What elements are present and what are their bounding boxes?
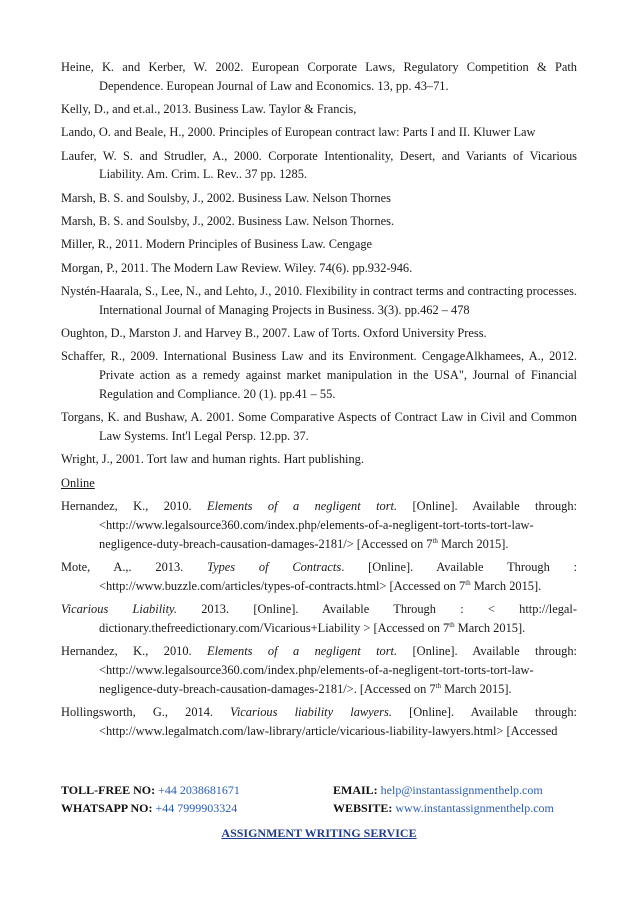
- online-heading: Online: [61, 475, 95, 490]
- online-reference-entry: [61, 600, 577, 638]
- email-link[interactable]: help@instantassignmenthelp.com: [380, 783, 543, 797]
- ref-date: March 2015].: [470, 578, 542, 593]
- website-contact: [333, 799, 554, 817]
- reference-entry: Schaffer, R., 2009. International Business Law and its Environment. CengageAlkhamees, A., 2012. Private action as a remedy against market manipulation in the USA", Journal of Financial Regulation and Compliance. 20 (1). pp.41 – 55.: [61, 349, 577, 401]
- whatsapp-number[interactable]: +44 7999903324: [155, 801, 238, 815]
- ref-title: Elements of a negligent tort.: [207, 644, 398, 659]
- reference-entry: Laufer, W. S. and Strudler, A., 2000. Corporate Intentionality, Desert, and Variants of Vicarious Liability. Am. Crim. L. Rev.. 37 pp. 1285.: [61, 148, 577, 182]
- online-reference-entry: [61, 558, 577, 596]
- ref-author: Mote, A.,. 2013.: [61, 559, 208, 574]
- reference-list: [61, 58, 577, 745]
- email-label: EMAIL:: [333, 783, 378, 797]
- ref-source: [Online]. Available through: <http://www.legalsource360.com/index.php/elements-of-a-negligent-tort-torts-tort-law-negligence-duty-breach-causation-damages-2181/> [Accessed on 7: [99, 498, 577, 551]
- reference-entry: Nystén-Haarala, S., Lee, N., and Lehto, J., 2010. Flexibility in contract terms and contracting processes. International Journal of Managing Projects in Business. 3(3). pp.462 – 478: [61, 283, 577, 317]
- ref-author: Hernandez, K., 2010.: [61, 644, 208, 659]
- reference-entry: Marsh, B. S. and Soulsby, J., 2002. Business Law. Nelson Thornes: [61, 190, 391, 205]
- tollfree-label: TOLL-FREE NO:: [61, 783, 156, 797]
- reference-entry: Marsh, B. S. and Soulsby, J., 2002. Business Law. Nelson Thornes.: [61, 214, 395, 229]
- whatsapp-label: WHATSAPP NO:: [61, 801, 153, 815]
- ref-date: March 2015].: [454, 620, 526, 635]
- reference-entry: Oughton, D., Marston J. and Harvey B., 2007. Law of Torts. Oxford University Press.: [61, 326, 487, 341]
- ref-ordinal: th: [435, 681, 442, 690]
- reference-entry: Kelly, D., and et.al., 2013. Business Law. Taylor & Francis,: [61, 102, 357, 117]
- service-banner[interactable]: ASSIGNMENT WRITING SERVICE: [221, 826, 417, 840]
- contact-footer: [61, 781, 581, 817]
- website-link[interactable]: www.instantassignmenthelp.com: [395, 801, 554, 815]
- reference-entry: Torgans, K. and Bushaw, A. 2001. Some Comparative Aspects of Contract Law in Civil and Common Law Systems. Int'l Legal Persp. 12.pp. 37.: [61, 410, 577, 444]
- footer-row: [61, 799, 581, 817]
- reference-entry: Miller, R., 2011. Modern Principles of Business Law. Cengage: [61, 237, 373, 252]
- ref-author: Hernandez, K., 2010.: [61, 498, 208, 513]
- ref-ordinal: th: [449, 620, 455, 629]
- ref-source: [Online]. Available through: <http://www.legalsource360.com/index.php/elements-of-a-negligent-tort-torts-tort-law-negligence-duty-breach-causation-damages-2181/>. [Accessed on 7: [99, 644, 577, 696]
- email-contact: [333, 781, 543, 799]
- ref-source: . [Online]. Available Through : <http://www.buzzle.com/articles/types-of-contracts.html> [Accessed on 7: [99, 559, 578, 593]
- reference-entry: Morgan, P., 2011. The Modern Law Review. Wiley. 74(6). pp.932-946.: [61, 260, 413, 275]
- whatsapp-contact: [61, 799, 333, 817]
- ref-author: Hollingsworth, G., 2014.: [61, 704, 231, 719]
- reference-entry: Lando, O. and Beale, H., 2000. Principles of European contract law: Parts I and II. Kluwer Law: [61, 125, 536, 140]
- online-reference-entry: [61, 703, 577, 741]
- tollfree-contact: [61, 781, 333, 799]
- reference-entry: Wright, J., 2001. Tort law and human rights. Hart publishing.: [61, 452, 364, 467]
- ref-date: March 2015].: [441, 681, 512, 696]
- ref-title: Vicarious Liability.: [61, 601, 177, 616]
- tollfree-number[interactable]: +44 2038681671: [158, 783, 240, 797]
- footer-row: [61, 781, 581, 799]
- ref-ordinal: th: [465, 578, 471, 587]
- ref-title: Elements of a negligent tort.: [207, 498, 398, 513]
- online-reference-entry: [61, 642, 577, 698]
- website-label: WEBSITE:: [333, 801, 393, 815]
- ref-ordinal: th: [432, 536, 438, 545]
- ref-date: March 2015].: [437, 536, 509, 551]
- ref-title: Types of Contracts: [207, 559, 342, 574]
- ref-source: [Online]. Available through: <http://www.legalmatch.com/law-library/article/vicarious-liability-lawyers.html> [Accessed: [99, 704, 577, 738]
- online-reference-entry: [61, 497, 577, 553]
- reference-entry: Heine, K. and Kerber, W. 2002. European Corporate Laws, Regulatory Competition & Path Dependence. European Journal of Law and Economics. 13, pp. 43–71.: [61, 60, 577, 93]
- ref-title: Vicarious liability lawyers.: [230, 704, 392, 719]
- ref-source: 2013. [Online]. Available Through : < http://legal-dictionary.thefreedictionary.com/Vicarious+Liability > [Accessed on 7: [99, 601, 577, 635]
